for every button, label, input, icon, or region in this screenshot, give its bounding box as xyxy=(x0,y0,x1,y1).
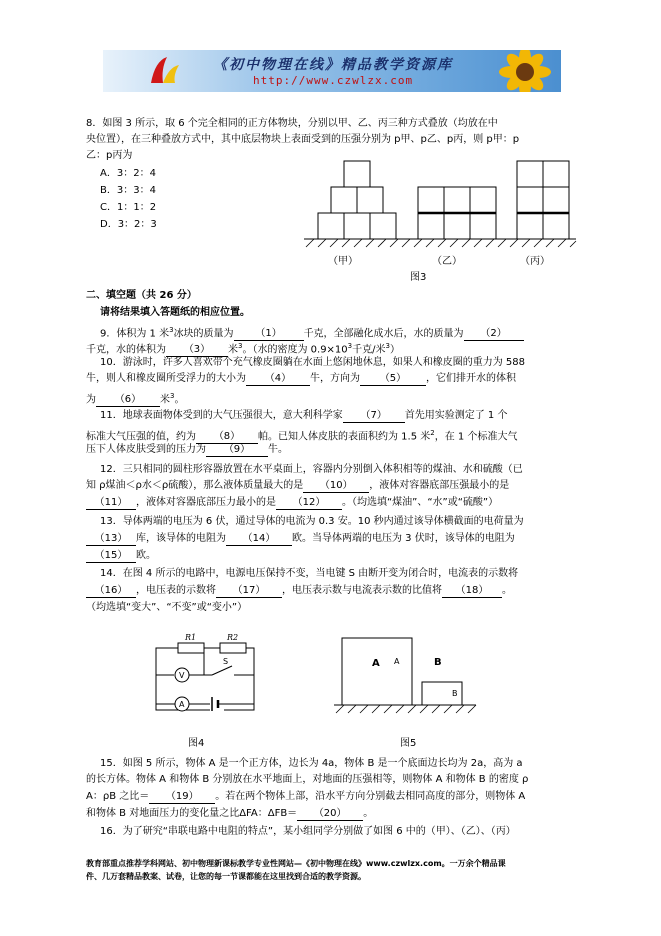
label-r1: R1 xyxy=(185,633,197,642)
q10-line2: 牛，则人和橡皮圈所受浮力的大小为 （4） 牛，方向为 （5） ，它们排开水的体积 xyxy=(86,373,516,384)
q9-line2: 千克，水的体积为 （3） 米$^3$。（水的密度为 $0.9\times 10^3$千克/米$^3$） xyxy=(86,342,400,356)
blank-14[interactable]: （14） xyxy=(226,533,292,546)
q14-line3: （均选填“变大”、“不变”或“变小”） xyxy=(86,602,248,613)
blank-16[interactable]: （16） xyxy=(86,585,136,598)
blank-4[interactable]: （4） xyxy=(246,373,310,386)
blank-7[interactable]: （7） xyxy=(343,410,405,423)
blank-2[interactable]: （2） xyxy=(464,328,524,341)
banner-title: 《初中物理在线》精品教学资源库 xyxy=(213,57,453,73)
q14-line1: 14．在图 4 所示的电路中，电源电压保持不变，当电键 S 由断开变为闭合时，电流表的示数将 xyxy=(100,568,519,579)
label-a-bold: A xyxy=(372,658,380,669)
label-s: S xyxy=(223,657,229,666)
ammeter-icon: A xyxy=(179,700,185,709)
q12-line1: 12．三只相同的圆柱形容器放置在水平桌面上，容器内分别倒入体积相等的煤油、水和硫酸（已 xyxy=(100,464,523,475)
page-footer xyxy=(86,857,626,883)
fig3-label-jia: （甲） xyxy=(328,256,358,267)
q14-line2: （16） ，电压表的示数将 （17） ，电压表示数与电流表示数的比值将 （18） 。 xyxy=(86,585,606,598)
q13-line1: 13．导体两端的电压为 6 伏，通过导体的电流为 0.3 安。10 秒内通过该导体横截面的电荷量为 xyxy=(100,516,524,527)
fig3-caption: 图3 xyxy=(410,272,427,283)
q16-line1: 16．为了研究“串联电路中电阻的特点”，某小组同学分别做了如图 6 中的（甲）、（乙）、（丙） xyxy=(100,826,516,837)
footer-line1: 教育部重点推荐学科网站、初中物理新课标教学专业性网站—《初中物理在线》www.czwlzx.com。一万余个精品课 xyxy=(86,859,506,868)
q8-line2: 央位置），在三种叠放方式中，其中底层物块上表面受到的压强分别为 p甲、p乙、p丙，则 p甲：p xyxy=(86,134,520,145)
blank-18[interactable]: （18） xyxy=(442,585,502,598)
blank-9[interactable]: （9） xyxy=(206,444,268,457)
q11-line2: 标准大气压强的值，约为 （8） 帕。已知人体皮肤的表面积约为 1.5 米$^2$，在 1 个标准大气 xyxy=(86,429,518,443)
q15-line4: 和物体 B 对地面压力的变化量之比ΔFA：ΔFB＝ （20） 。 xyxy=(86,808,374,819)
blank-3[interactable]: （3） xyxy=(166,344,228,357)
blank-5[interactable]: （5） xyxy=(360,373,426,386)
banner-url: http://www.czwlzx.com xyxy=(253,74,414,87)
fig3-label-yi: （乙） xyxy=(432,256,462,267)
blank-13[interactable]: （13） xyxy=(86,533,136,546)
q8-line3: 乙：p丙为 xyxy=(86,150,133,161)
blank-20[interactable]: （20） xyxy=(297,808,363,821)
fig3-label-bing: （丙） xyxy=(520,256,550,267)
q11-line1: 11．地球表面物体受到的大气压强很大，意大利科学家 （7） 首先用实验测定了 1 个 xyxy=(100,410,508,421)
q13-line2: （13） 库，该导体的电阻为 （14） 欧。当导体两端的电压为 3 伏时，该导体的电阻为 xyxy=(86,533,606,546)
blank-12[interactable]: （12） xyxy=(276,497,342,510)
blank-15[interactable]: （15） xyxy=(86,550,136,563)
label-r2: R2 xyxy=(227,633,239,642)
header-banner xyxy=(103,50,561,92)
voltmeter-icon: V xyxy=(179,671,185,680)
logo-icon xyxy=(145,53,185,89)
blank-1[interactable]: （1） xyxy=(234,328,304,341)
sunflower-icon xyxy=(485,50,561,92)
q12-line2: 知 ρ煤油＜ρ水＜ρ硫酸），那么液体质量最大的是 （10） ，液体对容器底部压强最小的是 xyxy=(86,480,510,491)
fig5-caption: 图5 xyxy=(400,738,417,749)
label-b: B xyxy=(452,689,458,698)
section-instruction: 请将结果填入答题纸的相应位置。 xyxy=(100,307,250,318)
q15-line2: 的长方体。物体 A 和物体 B 分别放在水平地面上，对地面的压强相等，则物体 A 和物体 B 的密度 ρ xyxy=(86,774,529,785)
blank-11[interactable]: （11） xyxy=(86,497,136,510)
figure-5-diagram xyxy=(330,628,480,718)
label-b-bold: B xyxy=(434,657,442,668)
q8-option-b: B．3：3：4 xyxy=(100,185,156,196)
blank-6[interactable]: （6） xyxy=(96,394,160,407)
blank-19[interactable]: （19） xyxy=(149,791,215,804)
q13-line3: （15） 欧。 xyxy=(86,550,606,563)
q9-line1: 9．体积为 1 米$^3$冰块的质量为 （1） 千克，全部融化成水后，水的质量为 （2） xyxy=(100,324,620,341)
blank-10[interactable]: （10） xyxy=(303,480,369,493)
figure-4-circuit xyxy=(140,628,270,723)
label-a: A xyxy=(394,657,400,666)
q8-option-a: A．3：2：4 xyxy=(100,168,156,179)
figure-3-diagram xyxy=(300,155,580,250)
blank-8[interactable]: （8） xyxy=(196,431,258,444)
q8-line1: 8．如图 3 所示，取 6 个完全相同的正方体物块，分别以甲、乙、丙三种方式叠放（均放在中 xyxy=(86,118,498,129)
blank-17[interactable]: （17） xyxy=(216,585,282,598)
q12-line3: （11） ，液体对容器底部压力最小的是 （12） 。（均选填“煤油”、“水”或“硫酸”） xyxy=(86,497,606,510)
q11-line3: 压下人体皮肤受到的压力为 （9） 牛。 xyxy=(86,444,288,455)
q8-option-c: C．1：1：2 xyxy=(100,202,157,213)
section-title: 二、填空题（共 26 分） xyxy=(86,290,197,301)
q10-line1: 10．游泳时，许多人喜欢带个充气橡皮圈躺在水面上悠闲地休息，如果人和橡皮圈的重力为 588 xyxy=(100,357,525,368)
q8-option-d: D．3：2：3 xyxy=(100,219,157,230)
q10-line3: 为 （6） 米$^3$。 xyxy=(86,392,185,406)
fig4-caption: 图4 xyxy=(188,738,205,749)
footer-line2: 件、几万套精品教案、试卷，让您的每一节课都能在这里找到合适的教学资源。 xyxy=(86,872,366,881)
q15-line1: 15．如图 5 所示，物体 A 是一个正方体，边长为 4a，物体 B 是一个底面边长均为 2a，高为 a xyxy=(100,758,523,769)
q15-line3: A：ρB 之比＝ （19） 。若在两个物体上部，沿水平方向分别截去相同高度的部分，则物体 A xyxy=(86,791,526,802)
